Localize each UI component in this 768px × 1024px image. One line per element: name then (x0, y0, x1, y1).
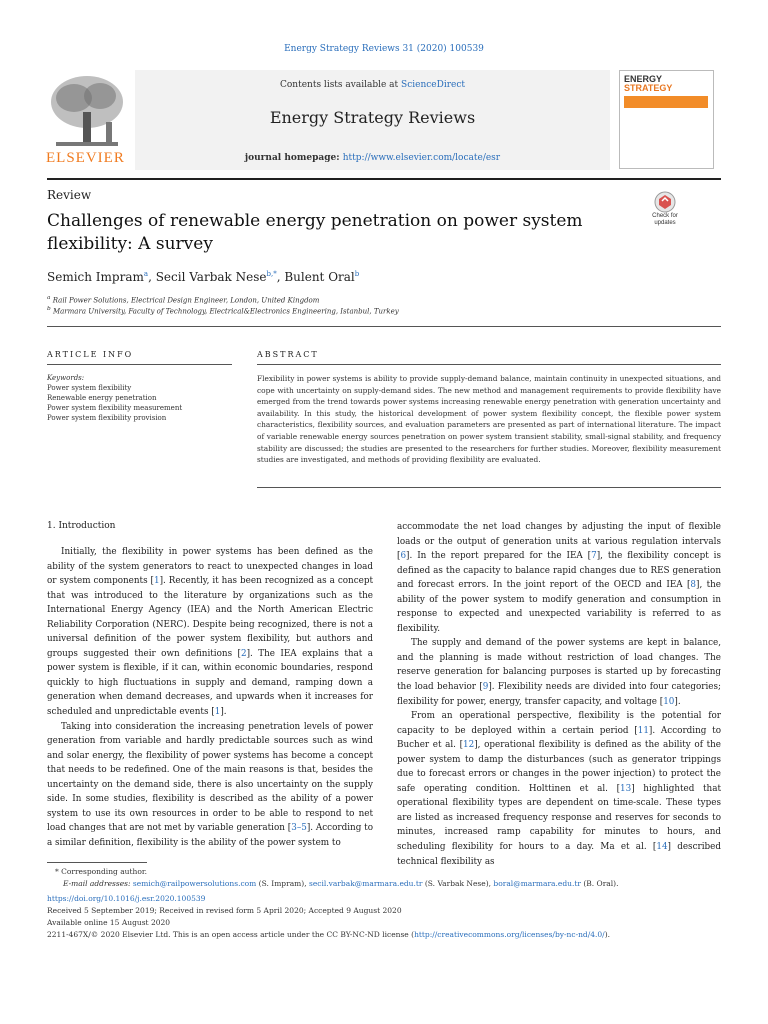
section-heading: 1. Introduction (47, 521, 116, 531)
contents-prefix: Contents lists available at (280, 80, 402, 90)
affiliation-sup: b (47, 306, 51, 312)
citation-link[interactable]: 9 (482, 682, 489, 693)
body-left-column (47, 533, 373, 850)
paragraph: accommodate the net load changes by adjusting the input of flexible loads or the output of generation units at various regulation intervals [6]. In the report prepared for the IEA [7], the flexibility concept is defined as the capacity to balance rapid changes due to RES generation and forecast errors. In the joint report of the OECD and IEA [8], the ability of the power system to modify generation and consumption in response to expected and unexpected variability is referred to as flexibility. (397, 522, 721, 634)
author-name[interactable]: Bulent Oral (284, 270, 355, 284)
sciencedirect-link[interactable]: ScienceDirect (401, 80, 465, 90)
doi-link[interactable]: https://doi.org/10.1016/j.esr.2020.100539 (47, 894, 206, 903)
email-link[interactable]: boral@marmara.edu.tr (493, 879, 581, 888)
paragraph: Taking into consideration the increasing penetration levels of power generation from variable and hardly predictable sources such as wind and solar energy, the flexibility of power systems has become a concept that needs to be redefined. One of the main reasons is that, besides the uncertainty on the demand side, there is also uncertainty on the supply side. In some studies, flexibility is described as the ability of a power system to use its own resources in order to be able to respond to net load changes that are not met by variable generation [3–5]. According to a similar definition, flexibility is the ability of the power system to (47, 721, 373, 848)
contents-line (135, 80, 610, 90)
keyword-item: Power system flexibility provision (47, 414, 167, 422)
journal-reference[interactable]: Energy Strategy Reviews 31 (2020) 100539 (284, 44, 484, 54)
citation-link[interactable]: 12 (463, 740, 475, 751)
cover-band (624, 96, 708, 108)
badge-line2: updates (654, 220, 676, 226)
email-label: E-mail addresses: (63, 879, 131, 888)
keywords-label: Keywords: (47, 374, 85, 382)
paragraph: The supply and demand of the power systems are kept in balance, and the planning is made without restriction of load changes. The reserve generation for balancing purposes is started up by forecasting the load behavior [9]. Flexibility needs are divided into four categories; flexibility for power, energy, transfer capacity, and voltage [10]. (397, 638, 721, 707)
keyword-item: Power system flexibility (47, 384, 132, 392)
footnote-rule (47, 862, 147, 863)
abstract-bottom-rule (257, 487, 721, 488)
citation-link[interactable]: 2 (240, 648, 247, 659)
abstract-rule (257, 364, 721, 365)
corresponding-author-note: * Corresponding author. (55, 867, 148, 876)
journal-title: Energy Strategy Reviews (269, 108, 476, 127)
keyword-item: Power system flexibility measurement (47, 404, 183, 412)
author-list: Semich Impram$^a$, Secil Varbak Nese$^{b,*}$, Bulent Oral$^b$ (47, 270, 360, 284)
citation-link[interactable]: 1 (154, 576, 160, 587)
license-link[interactable]: http://creativecommons.org/licenses/by-nc-nd/4.0/ (414, 930, 605, 939)
header-rule (47, 178, 721, 180)
journal-homepage (135, 153, 610, 163)
cover-title-line2: STRATEGY (624, 83, 673, 93)
affiliation-text: Marmara University, Faculty of Technology, Electrical&Electronics Engineering, Istanbul, Turkey (52, 307, 399, 316)
publisher-name: ELSEVIER (46, 150, 125, 166)
author-sup[interactable]: a (143, 270, 149, 278)
citation-link[interactable]: 3–5 (291, 823, 307, 834)
article-info-heading: ARTICLE INFO (47, 350, 134, 359)
online-date: Available online 15 August 2020 (47, 918, 171, 927)
license-line: 2211-467X/© 2020 Elsevier Ltd. This is an open access article under the CC BY-NC-ND license (http://creativecommons.org/licenses/by-nc-nd/4.0/). (47, 930, 611, 939)
affiliation (47, 295, 319, 304)
keyword-item: Renewable energy penetration (47, 394, 157, 402)
keywords-block (47, 373, 237, 423)
affiliation-sup: a (47, 295, 51, 301)
citation-link[interactable]: 10 (663, 696, 675, 707)
paragraph: From an operational perspective, flexibility is the potential for capacity to be deployed within a certain period [11]. According to Bucher et al. [12], operational flexibility is defined as the ability of the power system to damp the disturbances (such as generator trippings due to forecast errors or changes in the power injection) to protect the safe operating condition. Holttinen et al. [13] highlighted that operational flexibility types are dependent on time-scale. These types are listed as increased frequency response and reserves for seconds to minutes, increased ramp capability for minutes to hours, and scheduling flexibility for hours to a day. Ma et al. [14] described technical flexibility as (397, 711, 722, 867)
affiliation-text: Rail Power Solutions, Electrical Design Engineer, London, United Kingdom (52, 296, 320, 305)
author-name[interactable]: Semich Impram (47, 270, 144, 284)
footnotes (47, 866, 721, 941)
article-title: Challenges of renewable energy penetration on power system flexibility: A survey (47, 211, 583, 254)
paragraph: Initially, the flexibility in power systems has been defined as the ability of the system generators to react to unexpected changes in load or system components [1]. Recently, it has been recognized as a concept that was introduced to the literature by organizations such as the International Energy Agency (IEA) and the North American Electric Reliability Corporation (NERC). Despite being recognized, there is not a universal definition of the power system flexibility, but authors and groups suggested their own definitions [2]. The IEA explains that a power system is flexible, if it can, within economic boundaries, respond quickly to high fluctuations in supply and demand, ramping down a generation when demand decreases, and upwards when it increases for scheduled and unpredictable events [1]. (47, 547, 374, 718)
article-type: Review (47, 188, 92, 202)
article-info-rule (47, 364, 232, 365)
body-right-column (397, 520, 721, 869)
homepage-label: journal homepage: (244, 153, 343, 163)
citation-link[interactable]: 11 (637, 725, 649, 736)
citation-link[interactable]: 14 (656, 842, 668, 853)
journal-cover-thumbnail[interactable] (619, 70, 714, 169)
citation-link[interactable]: 8 (690, 580, 697, 591)
check-for-updates-label[interactable] (640, 213, 690, 227)
abstract-heading: ABSTRACT (257, 350, 319, 359)
affiliation (47, 306, 399, 315)
email-line: E-mail addresses: semich@railpowersolutions.com (S. Impram), secil.varbak@marmara.edu.tr (S. Varbak Nese), boral@marmara.edu.tr (B. Oral). (63, 879, 619, 888)
received-dates: Received 5 September 2019; Received in revised form 5 April 2020; Accepted 9 August 2020 (47, 906, 402, 915)
citation-link[interactable]: 13 (620, 783, 632, 794)
citation-link[interactable]: 6 (400, 551, 407, 562)
author-sup[interactable]: b (354, 270, 360, 278)
author-sup[interactable]: b,* (266, 270, 277, 278)
meta-rule (47, 326, 721, 327)
citation-link[interactable]: 7 (591, 551, 597, 562)
email-link[interactable]: semich@railpowersolutions.com (132, 879, 257, 888)
author-name[interactable]: Secil Varbak Nese (155, 270, 267, 284)
badge-line1: Check for (652, 213, 678, 219)
cover-title-line1: ENERGY (624, 74, 663, 84)
abstract-text: Flexibility in power systems is ability to provide supply-demand balance, maintain continuity in unexpected situations, and cope with uncertainty on supply-demand sides. The new method and management requirements to provide flexibility have emerged from the trend towards power systems increasing renewable energy penetration with generation uncertainty and availability. In this study, the historical development of power system flexibility concept, the flexible power system characteristics, flexibility sources, and evaluation parameters are presented as part of international literature. The impact of variable renewable energy sources penetration on power system transient stability, small-signal stability, and frequency stability are discussed; the studies are presented to the researchers for further studies. Moreover, flexibility measurement studies are investigated, and methods of providing flexibility are evaluated. (257, 374, 721, 465)
email-link[interactable]: secil.varbak@marmara.edu.tr (308, 879, 423, 888)
homepage-link[interactable]: http://www.elsevier.com/locate/esr (342, 153, 501, 163)
citation-link[interactable]: 1 (214, 707, 221, 718)
